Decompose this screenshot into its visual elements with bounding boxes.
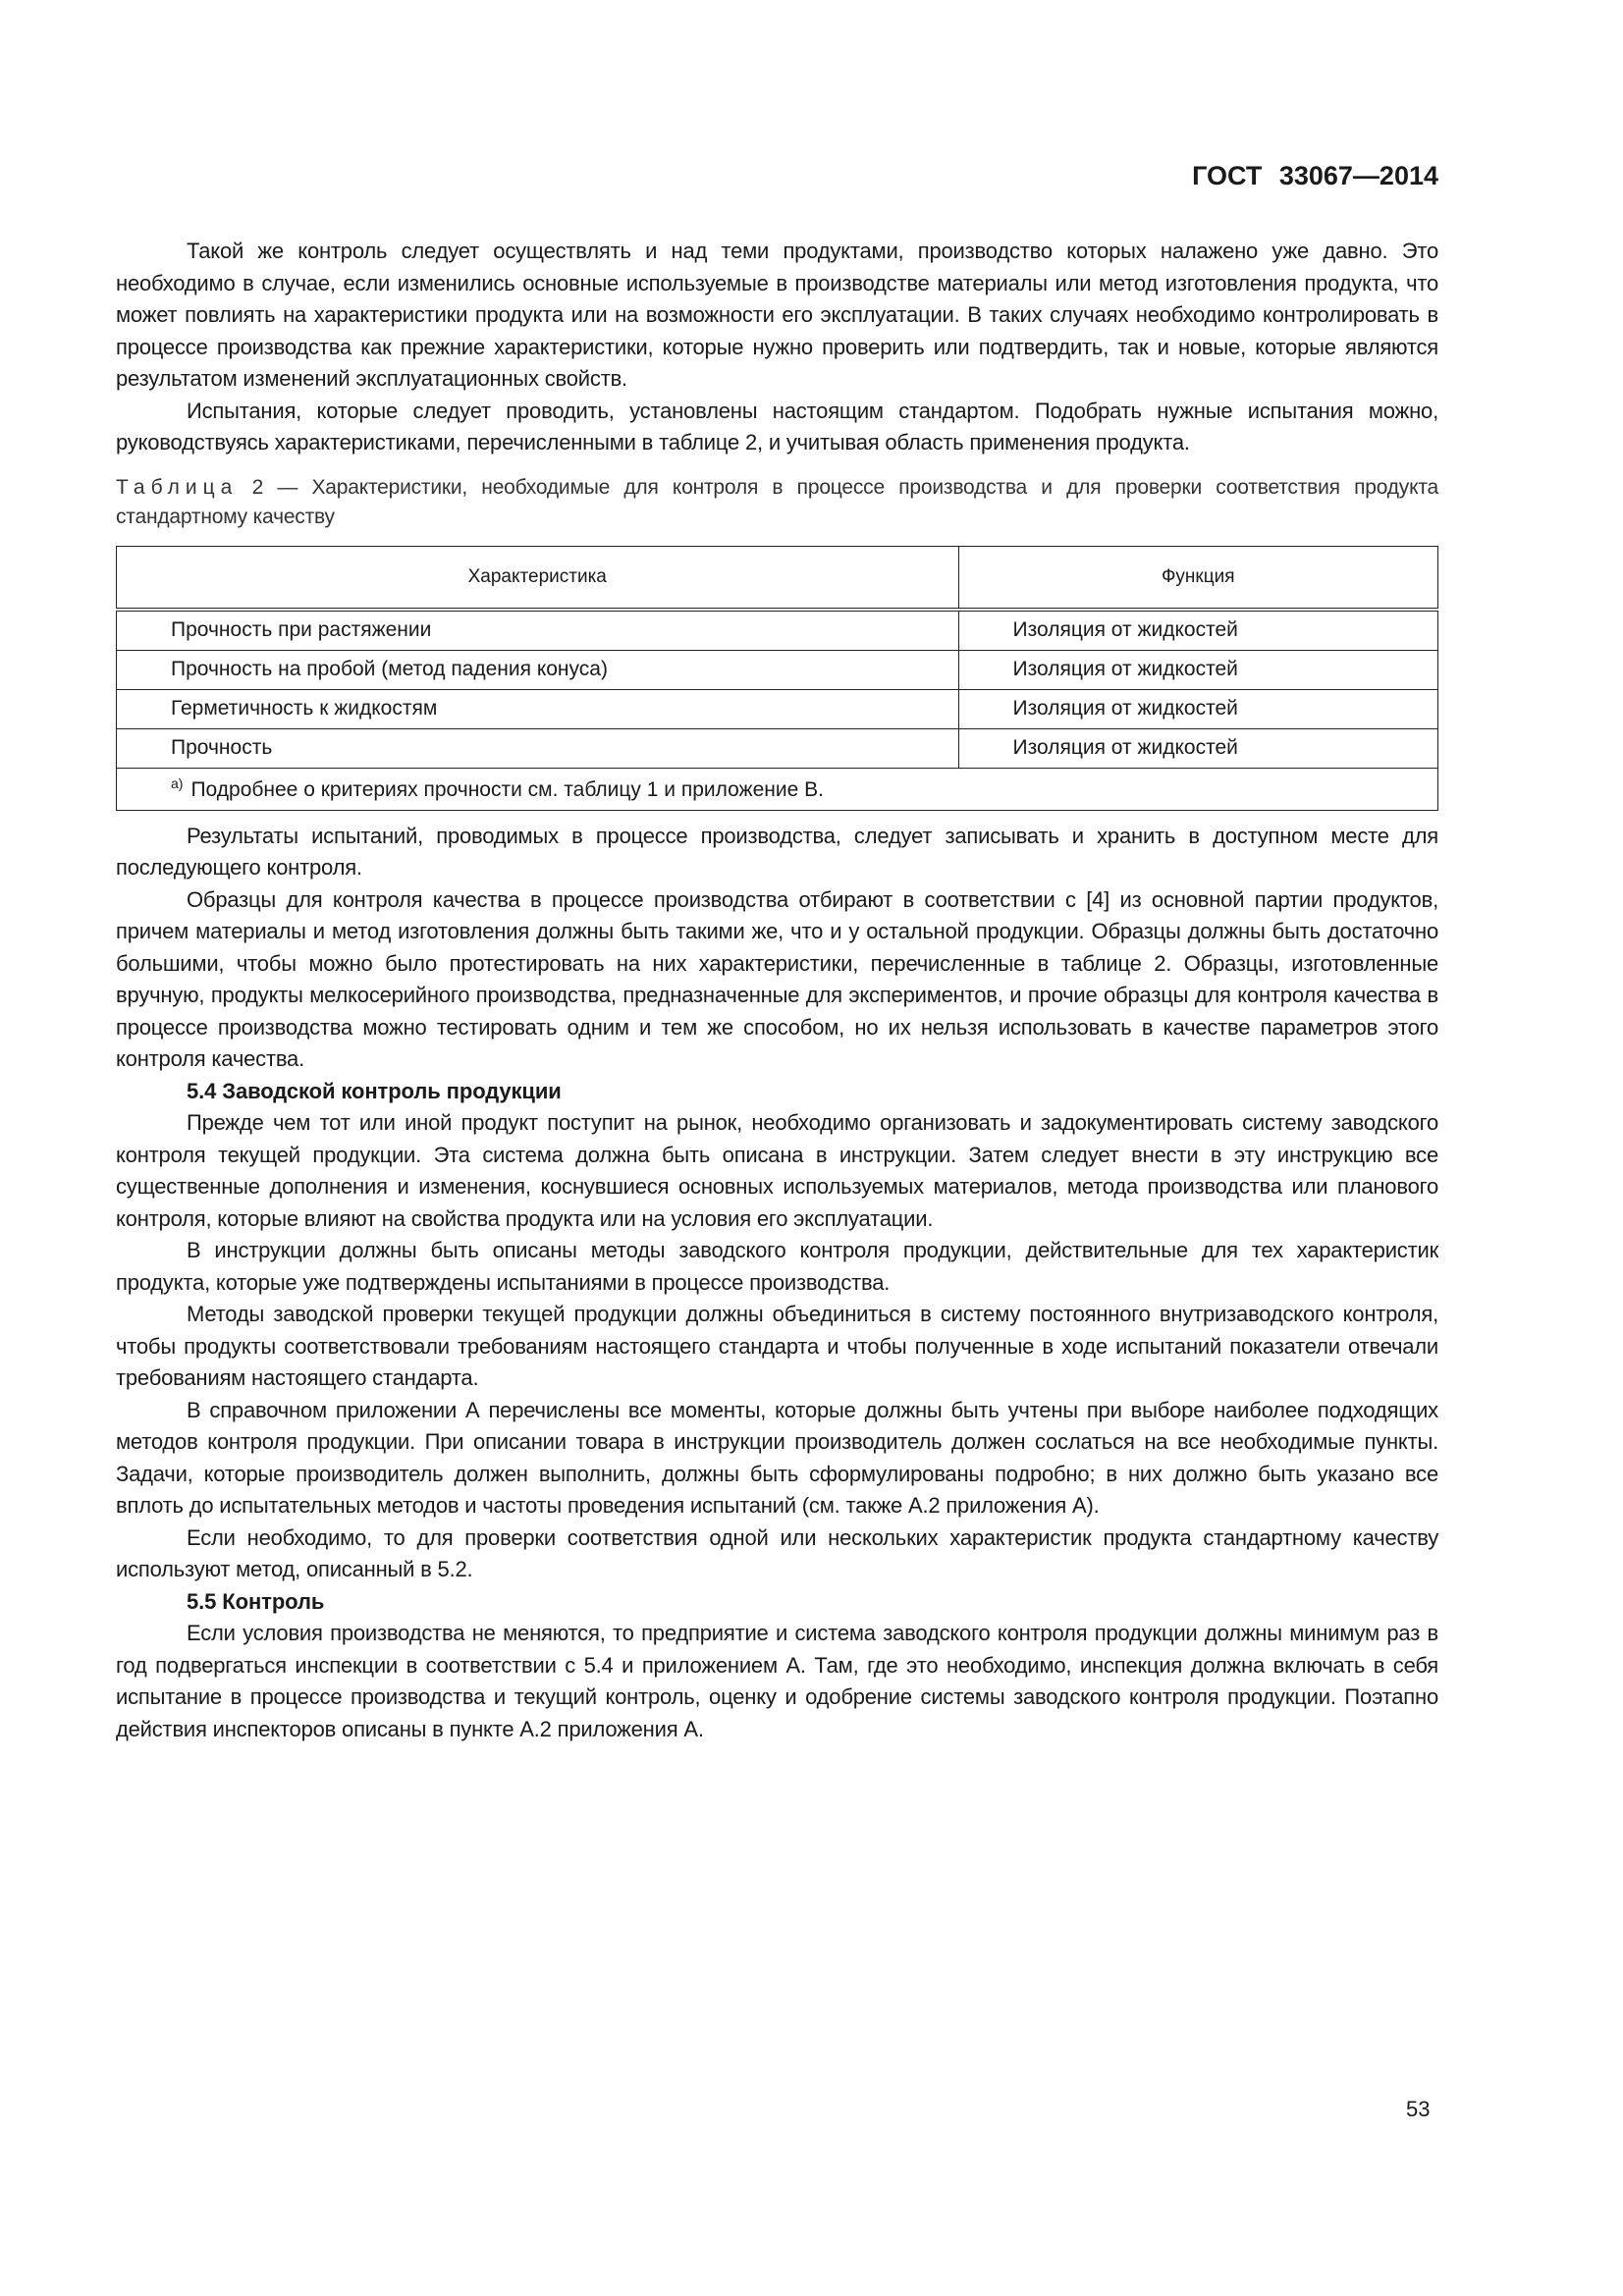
table-row (117, 728, 1438, 768)
table-caption-text: 2 — Характеристики, необходимые для контроля в процессе производства и для проверки соответствия продукта стандартному качеству (116, 475, 1438, 528)
table-cell: Прочность при растяжении (117, 610, 959, 651)
paragraph: Образцы для контроля качества в процессе производства отбирают в соответствии с [4] из основной партии продуктов, причем материалы и метод изготовления должны быть такими же, что и у остальной продукции. Образцы должны быть достаточно большими, чтобы можно было протестировать на них характеристики, перечисленные в таблице 2. Образцы, изготовленные вручную, продукты мелкосерийного производства, предназначенные для экспериментов, и прочие образцы для контроля качества в процессе производства можно тестировать одним и тем же способом, но их нельзя использовать в качестве параметров этого контроля качества. (116, 886, 1438, 1071)
table-cell: Прочность (117, 728, 959, 768)
column-header: Характеристика (117, 546, 959, 610)
table-cell: Изоляция от жидкостей (958, 689, 1438, 728)
section-heading-5-5: 5.5 Контроль (187, 1588, 325, 1614)
table-cell: Изоляция от жидкостей (958, 650, 1438, 689)
document-standard-header: ГОСТ 33067—2014 (1192, 161, 1438, 190)
table-row (117, 610, 1438, 651)
table-cell: Изоляция от жидкостей (958, 610, 1438, 651)
paragraph: Методы заводской проверки текущей продукции должны объединиться в систему постоянного внутризаводского контроля, чтобы продукты соответствовали требованиям настоящего стандарта и чтобы полученные в ходе испытаний показатели отвечали требованиям настоящего стандарта. (116, 1302, 1438, 1390)
table-row (117, 650, 1438, 689)
column-header: Функция (958, 546, 1438, 610)
footnote-mark: а) (171, 775, 184, 791)
section-heading-5-4: 5.4 Заводской контроль продукции (187, 1078, 562, 1103)
table-header-row (117, 546, 1438, 610)
paragraph: В справочном приложении А перечислены все моменты, которые должны быть учтены при выборе наиболее подходящих методов контроля продукции. При описании товара в инструкции производитель должен сослаться на все необходимые пункты. Задачи, которые производитель должен выполнить, должны быть сформулированы подробно; в них должно быть указано все вплоть до испытательных методов и частоты проведения испытаний (см. также А.2 приложения А). (116, 1397, 1438, 1518)
paragraph: Если условия производства не меняются, то предприятие и система заводского контроля продукции должны минимум раз в год подвергаться инспекции в соответствии с 5.4 и приложением А. Там, где это необходимо, инспекция должна включать в себя испытание в процессе производства и текущий контроль, оценку и одобрение системы заводского контроля продукции. Поэтапно действия инспекторов описаны в пункте А.2 приложения А. (116, 1621, 1438, 1741)
table-footnote-row (117, 768, 1438, 810)
table-cell: Прочность на пробой (метод падения конуса) (117, 650, 959, 689)
paragraph: Результаты испытаний, проводимых в процессе производства, следует записывать и хранить в доступном месте для последующего контроля. (116, 823, 1438, 880)
footnote-text: Подробнее о критериях прочности см. таблицу 1 и приложение В. (190, 778, 824, 801)
table-cell: Изоляция от жидкостей (958, 728, 1438, 768)
paragraph: Если необходимо, то для проверки соответствия одной или нескольких характеристик продукта стандартному качеству используют метод, описанный в 5.2. (116, 1524, 1438, 1581)
paragraph: В инструкции должны быть описаны методы заводского контроля продукции, действительные для тех характеристик продукта, которые уже подтверждены испытаниями в процессе производства. (116, 1238, 1438, 1295)
paragraph: Испытания, которые следует проводить, установлены настоящим стандартом. Подобрать нужные испытания можно, руководствуясь характеристиками, перечисленными в таблице 2, и учитывая область применения продукта. (116, 398, 1438, 454)
table-row (117, 689, 1438, 728)
page-body (116, 236, 1438, 1745)
table-footnote (117, 768, 1438, 810)
table-caption (116, 473, 1438, 532)
characteristics-table (116, 546, 1438, 811)
table-caption-label: Таблица (116, 475, 239, 499)
page-number: 53 (1406, 2097, 1431, 2121)
table-cell: Герметичность к жидкостям (117, 689, 959, 728)
paragraph: Прежде чем тот или иной продукт поступит на рынок, необходимо организовать и задокументировать систему заводского контроля текущей продукции. Эта система должна быть описана в инструкции. Затем следует внести в эту инструкцию все существенные дополнения и изменения, коснувшиеся основных используемых материалов, метода производства или планового контроля, которые влияют на свойства продукта или на условия его эксплуатации. (116, 1110, 1438, 1231)
paragraph: Такой же контроль следует осуществлять и над теми продуктами, производство которых налажено уже давно. Это необходимо в случае, если изменились основные используемые в производстве материалы или метод изготовления продукта, что может повлиять на характеристики продукта или на возможности его эксплуатации. В таких случаях необходимо контролировать в процессе производства как прежние характеристики, которые нужно проверить или подтвердить, так и новые, которые являются результатом изменений эксплуатационных свойств. (116, 239, 1438, 391)
